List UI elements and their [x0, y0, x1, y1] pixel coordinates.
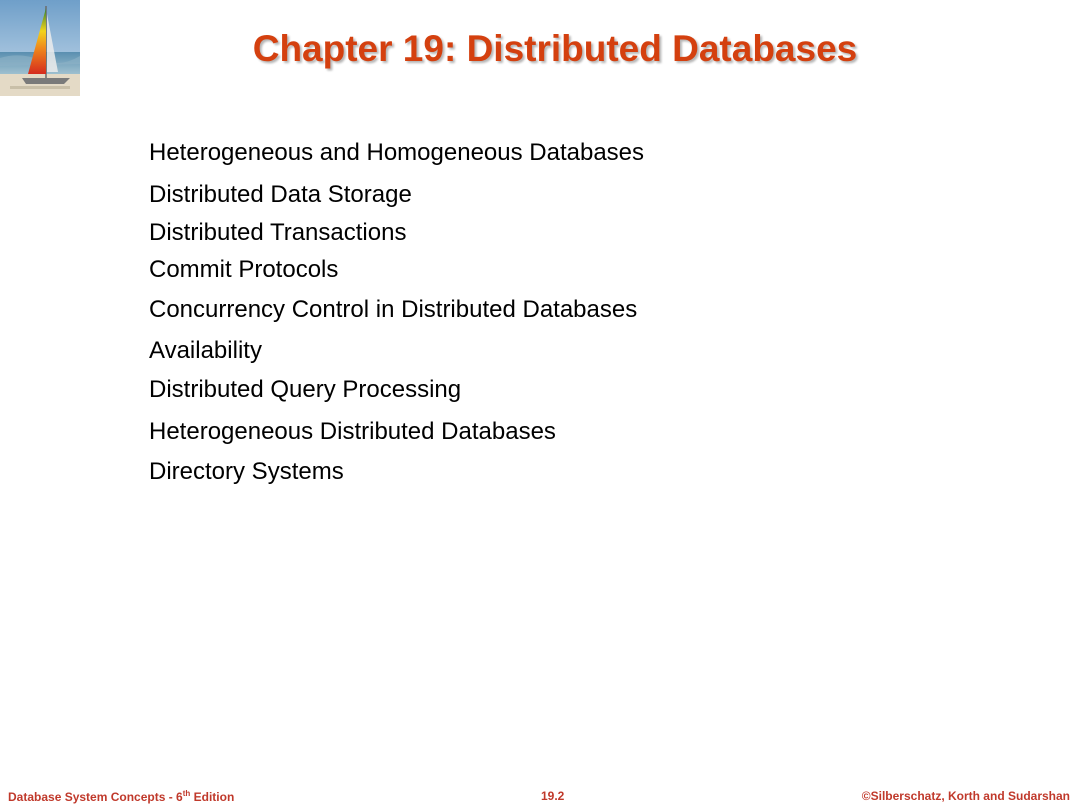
slide-title: Chapter 19: Distributed Databases: [252, 28, 858, 69]
topic-concurrency-control: Concurrency Control in Distributed Databases: [149, 296, 638, 323]
topic-heterogeneous-distributed: Heterogeneous Distributed Databases: [149, 418, 556, 445]
footer-edition-sup: th: [182, 789, 191, 798]
footer-book-title: [8, 789, 234, 804]
footer-copyright: ©Silberschatz, Korth and Sudarshan: [861, 789, 1070, 803]
footer-book: Database System Concepts - 6: [8, 790, 183, 804]
footer-edition-word: Edition: [190, 790, 235, 804]
topic-heterogeneous-homogeneous: Heterogeneous and Homogeneous Databases: [149, 139, 645, 166]
topic-distributed-transactions: Distributed Transactions: [149, 219, 407, 246]
footer-page-number: 19.2: [541, 789, 565, 803]
topic-commit-protocols: Commit Protocols: [149, 256, 339, 283]
topic-list: [149, 138, 644, 487]
topic-distributed-query-processing: Distributed Query Processing: [149, 376, 462, 403]
topic-availability: Availability: [149, 337, 262, 364]
topic-directory-systems: Directory Systems: [149, 458, 344, 485]
topic-distributed-data-storage: Distributed Data Storage: [149, 181, 412, 208]
